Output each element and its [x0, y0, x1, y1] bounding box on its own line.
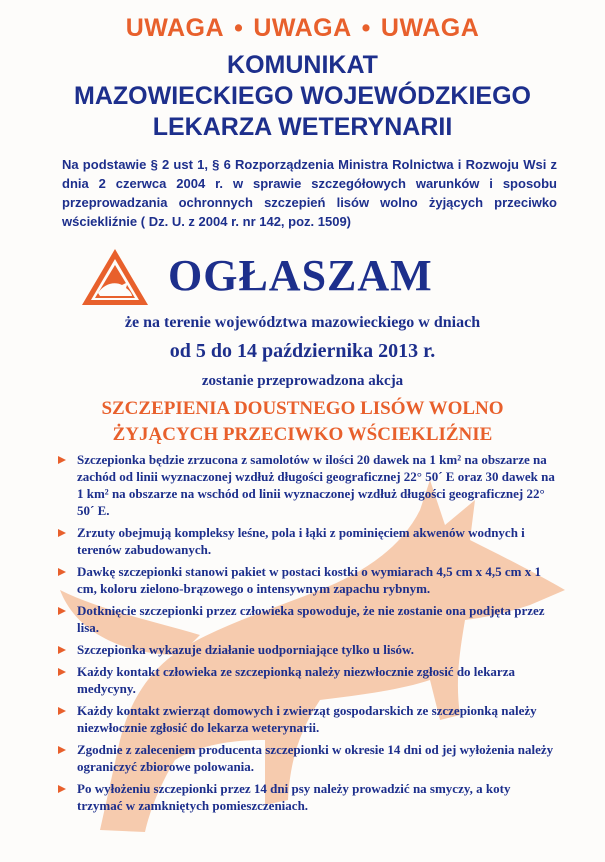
list-item-text: Dotknięcie szczepionki przez człowieka spowoduje, że nie zostanie ona podjęta przez lisa. [77, 603, 545, 635]
title-line: LEKARZA WETERYNARII [152, 113, 453, 141]
list-item [57, 702, 557, 736]
announcement-intro: że na terenie województwa mazowieckiego w dniach [124, 314, 481, 331]
title-line: KOMUNIKAT [227, 51, 378, 79]
bullet-arrow-icon [58, 668, 66, 676]
list-item-text: Szczepionka będzie zrzucona z samolotów w ilości 20 dawek na 1 km² na obszarze na zachód od linii wyznaczonej wzdłuż długości geograficznej 22° 50´ E oraz 30 dawek na 1 km² na obszarze na wschód od linii wyznaczonej wzdłuż długości geograficznej 22° 50´ E. [77, 452, 555, 518]
list-item-text: Po wyłożeniu szczepionki przez 14 dni psy należy prowadzić na smyczy, a koty trzymać w zamkniętych pomieszczeniach. [77, 781, 511, 813]
list-item [57, 602, 557, 636]
bullet-arrow-icon [58, 456, 66, 464]
list-item-text: Zrzuty obejmują kompleksy leśne, pola i łąki z pominięciem akwenów wodnych i terenów zabudowanych. [77, 525, 525, 557]
bullet-arrow-icon [58, 607, 66, 615]
bullet-arrow-icon [58, 707, 66, 715]
list-item [57, 663, 557, 697]
bullet-arrow-icon [58, 646, 66, 654]
announcement-action: zostanie przeprowadzona akcja [201, 373, 404, 389]
separator-dot: • [361, 14, 371, 42]
list-item-text: Szczepionka wykazuje działanie uodporniające tylko u lisów. [77, 642, 414, 657]
bullet-arrow-icon [58, 568, 66, 576]
list-item [57, 641, 557, 658]
warning-triangle-icon [80, 247, 150, 307]
list-item-text: Każdy kontakt zwierząt domowych i zwierząt gospodarskich ze szczepionką należy niezwłocznie zgłosić do lekarza weterynarii. [77, 703, 537, 735]
list-item-text: Zgodnie z zaleceniem producenta szczepionki w okresie 14 dni od jej wyłożenia należy ograniczyć zbiorowe polowania. [77, 742, 554, 774]
instruction-list [57, 451, 557, 819]
warning-word: UWAGA [380, 14, 480, 42]
list-item [57, 524, 557, 558]
title-line: MAZOWIECKIEGO WOJEWÓDZKIEGO [74, 82, 531, 110]
list-item-text: Dawkę szczepionki stanowi pakiet w postaci kostki o wymiarach 4,5 cm x 4,5 cm x 1 cm, koloru zielono-brązowego o intensywnym zapachu rybnym. [77, 564, 542, 596]
bullet-arrow-icon [58, 785, 66, 793]
list-item [57, 741, 557, 775]
bullet-arrow-icon [58, 746, 66, 754]
separator-dot: • [234, 14, 244, 42]
list-item [57, 780, 557, 814]
campaign-dates: od 5 do 14 października 2013 r. [169, 340, 436, 362]
warning-banner [0, 14, 605, 43]
warning-word: UWAGA [253, 14, 352, 42]
campaign-title-line: SZCZEPIENIA DOUSTNEGO LISÓW WOLNO [101, 398, 504, 419]
campaign-title-line: ŻYJĄCYCH PRZECIWKO WŚCIEKLIŹNIE [112, 424, 493, 445]
list-item [57, 451, 557, 519]
warning-word: UWAGA [125, 14, 225, 42]
bullet-arrow-icon [58, 529, 66, 537]
legal-basis-text: Na podstawie § 2 ust 1, § 6 Rozporządzenia Ministra Rolnictwa i Rozwoju Wsi z dnia 2 czerwca 2004 r. w sprawie szczegółowych warunków i sposobu przeprowadzania ochronnych szczepień lisów wolno żyjących przeciwko wściekliźnie ( Dz. U. z 2004 r. nr 142, poz. 1509) [62, 157, 557, 229]
notice-title [0, 50, 605, 143]
list-item-text: Każdy kontakt człowieka ze szczepionką należy niezwłocznie zgłosić do lekarza medycyny. [77, 664, 515, 696]
list-item [57, 563, 557, 597]
announcement-heading: OGŁASZAM [168, 251, 433, 300]
